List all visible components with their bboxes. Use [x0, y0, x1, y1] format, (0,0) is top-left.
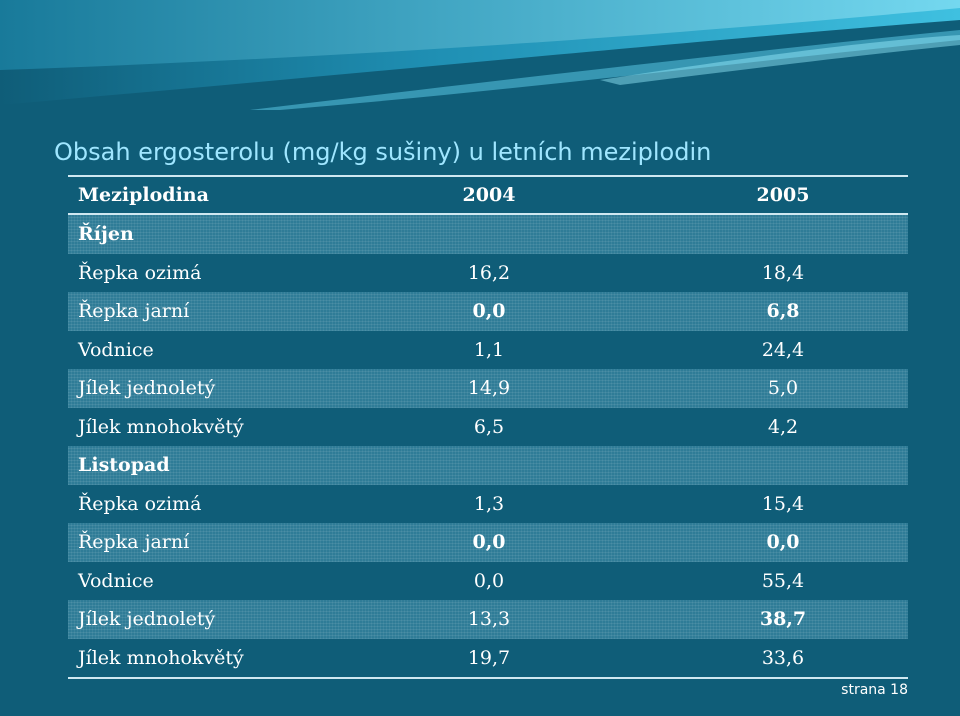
crop-name: Řepka jarní [78, 531, 190, 554]
table-row [68, 254, 908, 293]
crop-name: Jílek jednoletý [78, 608, 216, 631]
crop-name: Vodnice [78, 338, 154, 361]
value-2004: 6,5 [473, 415, 505, 438]
table-row [68, 292, 908, 331]
value-2004: 1,3 [473, 492, 505, 515]
page-number: strana 18 [841, 682, 908, 698]
value-2005: 38,7 [759, 608, 807, 631]
value-2005: 33,6 [761, 646, 805, 669]
section-row [68, 215, 908, 254]
table-body [68, 215, 908, 677]
section-row [68, 446, 908, 485]
value-2004: 0,0 [473, 569, 505, 592]
value-2005: 5,0 [767, 377, 799, 400]
slide-title: Obsah ergosterolu (mg/kg sušiny) u letních meziplodin [54, 138, 712, 166]
data-table [68, 175, 908, 679]
table-row [68, 562, 908, 601]
table-row [68, 369, 908, 408]
crop-name: Řepka jarní [78, 300, 190, 323]
value-2004: 0,0 [472, 531, 506, 554]
value-2005: 15,4 [761, 492, 805, 515]
value-2004: 16,2 [467, 261, 511, 284]
table-row [68, 600, 908, 639]
crop-name: Řepka ozimá [78, 492, 202, 515]
header-meziplodina: Meziplodina [78, 184, 209, 206]
value-2005: 6,8 [766, 300, 800, 323]
value-2005: 18,4 [761, 261, 805, 284]
table-row [68, 639, 908, 678]
value-2005: 4,2 [767, 415, 799, 438]
header-wave-decoration [0, 0, 960, 110]
table-row [68, 408, 908, 447]
value-2005: 0,0 [766, 531, 800, 554]
table-bottom-rule [68, 677, 908, 679]
table-row [68, 331, 908, 370]
value-2005: 55,4 [761, 569, 805, 592]
value-2004: 0,0 [472, 300, 506, 323]
section-label: Říjen [78, 223, 134, 246]
crop-name: Jílek mnohokvětý [78, 415, 244, 438]
header-2005: 2005 [756, 184, 810, 206]
value-2004: 1,1 [473, 338, 505, 361]
value-2004: 13,3 [467, 608, 511, 631]
value-2004: 14,9 [467, 377, 511, 400]
header-2004: 2004 [462, 184, 516, 206]
table-row [68, 485, 908, 524]
crop-name: Jílek mnohokvětý [78, 646, 244, 669]
table-row [68, 523, 908, 562]
section-label: Listopad [78, 454, 170, 477]
crop-name: Vodnice [78, 569, 154, 592]
value-2005: 24,4 [761, 338, 805, 361]
table-header-row [68, 177, 908, 213]
crop-name: Jílek jednoletý [78, 377, 216, 400]
value-2004: 19,7 [467, 646, 511, 669]
crop-name: Řepka ozimá [78, 261, 202, 284]
